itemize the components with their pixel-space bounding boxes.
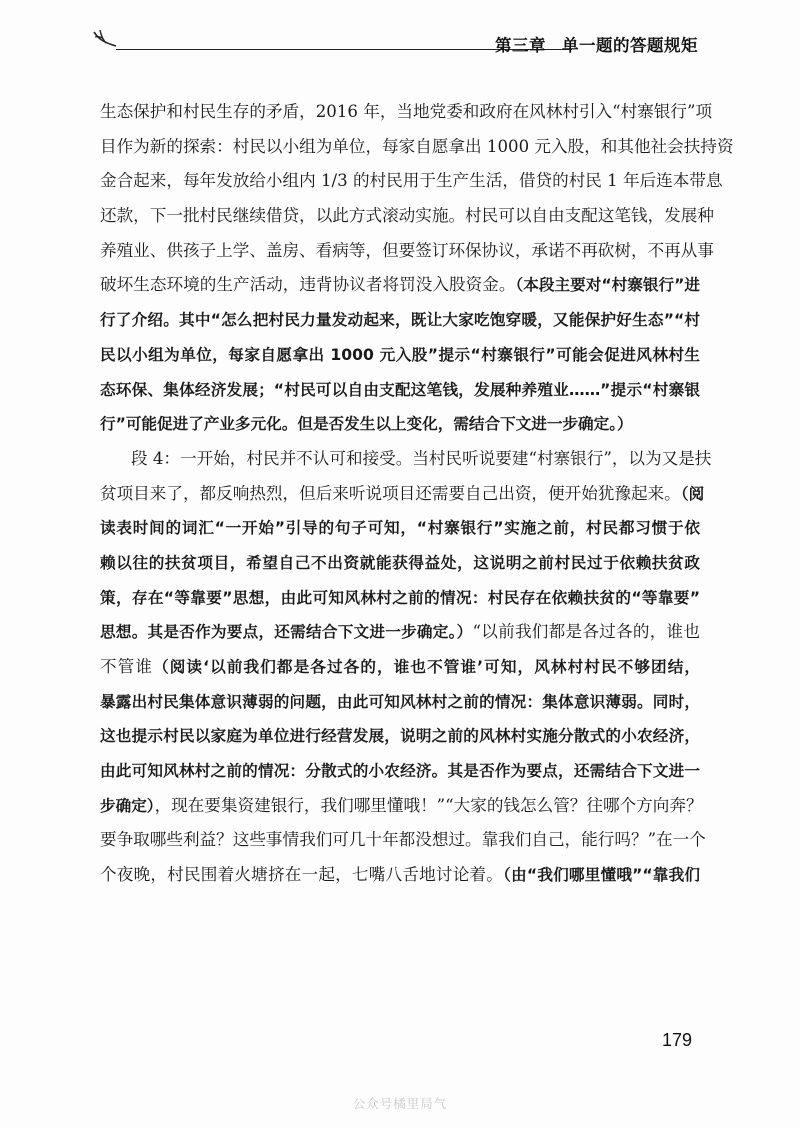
annotation-text: （阅: [680, 484, 705, 503]
text-line: [100, 858, 700, 893]
text-line: [100, 268, 700, 303]
text-line: [100, 303, 700, 338]
text-line: [100, 615, 700, 650]
text-line: [100, 581, 700, 616]
passage-text: 养殖业、供孩子上学、盖房、看病等，但要签订环保协议，承诺不再砍树，不再从事: [100, 240, 714, 260]
passage-text: 金合起来，每年发放给小组内 1/3 的村民用于生产生活，借贷的村民 1 年后连本带息: [100, 171, 723, 191]
text-line: [100, 407, 700, 442]
passage-text: 不管谁: [100, 657, 154, 676]
annotation-text: 行”可能促进了产业多元化。但是否发生以上变化，需结合下文进一步确定。）: [100, 415, 633, 434]
text-line: [100, 511, 700, 546]
chapter-title: 单一题的答题规矩: [562, 36, 698, 55]
passage-text: 目作为新的探索：村民以小组为单位，每家自愿拿出 1000 元入股，和其他社会扶持资: [100, 136, 734, 156]
text-line: [100, 234, 714, 269]
text-line: [100, 199, 714, 234]
passage-text: 要争取哪些利益？这些事情我们可几十年都没想过。靠我们自己，能行吗？”在一个: [100, 830, 706, 850]
annotation-text: 态环保、集体经济发展；“村民可以自由支配这笔钱，发展种养殖业……”提示“村寨银: [100, 380, 700, 399]
text-line: [100, 719, 700, 754]
text-line: [100, 685, 700, 720]
text-line: [100, 442, 712, 477]
annotation-text: 读表时间的词汇“一开始”引导的句子可知，“村寨银行”实施之前，村民都习惯于依: [100, 519, 700, 538]
annotation-text: 步确定）: [100, 796, 155, 815]
text-line: [100, 477, 705, 512]
text-line: [100, 373, 700, 408]
text-line: [100, 650, 700, 685]
body-text: [100, 95, 734, 893]
text-line: [100, 95, 713, 130]
text-line: [100, 130, 734, 165]
annotation-text: （本段主要对“村寨银行”进: [515, 276, 700, 295]
text-line: [100, 546, 700, 581]
passage-text: ，现在要集资建银行，我们哪里懂哦！”“大家的钱怎么管？往哪个方向奔？: [154, 795, 703, 815]
annotation-text: 行了介绍。其中“怎么把村民力量发动起来，既让大家吃饱穿暖，又能保护好生态”“村: [100, 311, 700, 330]
passage-text: 段 4：一开始，村民并不认可和接受。当村民听说要建“村寨银行”，以为又是扶: [131, 448, 712, 468]
chapter-heading: [495, 32, 698, 56]
annotation-text: 思想。其是否作为要点，还需结合下文进一步确定。）: [100, 623, 473, 642]
annotation-text: 民以小组为单位，每家自愿拿出 1000 元入股”提示“村寨银行”可能会促进风林村生: [100, 345, 700, 364]
annotation-text: 暴露出村民集体意识薄弱的问题，由此可知风林村之前的情况：集体意识薄弱。同时，: [100, 692, 700, 711]
text-line: [100, 164, 723, 199]
annotation-text: 由此可知风林村之前的情况：分散式的小农经济。其是否作为要点，还需结合下文进一: [100, 762, 700, 781]
page-number: 179: [661, 1030, 692, 1050]
passage-text: “以前我们都是各过各的，谁也: [472, 622, 700, 642]
running-header: [92, 20, 704, 60]
passage-text: 贫项目来了，都反响热烈，但后来听说项目还需要自己出资，便开始犹豫起来。: [100, 483, 681, 503]
annotation-text: 策，存在“等靠要”思想，由此可知风林村之前的情况：村民存在依赖扶贫的“等靠要”: [100, 588, 700, 607]
annotation-text: 这也提示村民以家庭为单位进行经营发展，说明之前的风林村实施分散式的小农经济，: [100, 727, 700, 746]
leaf-ornament-icon: [92, 28, 118, 50]
text-line: [100, 789, 703, 824]
passage-text: 个夜晚，村民围着火塘挤在一起，七嘴八舌地讨论着。: [100, 865, 504, 885]
watermark: 公众号橘里局气: [352, 1096, 448, 1111]
text-line: [100, 754, 700, 789]
passage-text: 生态保护和村民生存的矛盾，2016 年，当地党委和政府在风林村引入“村寨银行”项: [100, 102, 713, 121]
annotation-text: （阅读‘以前我们都是各过各的，谁也不管谁’可知，风林村村民不够团结，: [153, 658, 700, 676]
text-line: [100, 823, 706, 858]
passage-text: 破坏生态环境的生产活动，违背协议者将罚没入股资金。: [100, 275, 516, 295]
annotation-text: 赖以往的扶贫项目，希望自己不出资就能获得益处，这说明之前村民过于依赖扶贫政: [100, 553, 700, 572]
text-line: [100, 338, 700, 373]
chapter-number: 第三章: [495, 36, 546, 55]
annotation-text: （由“我们哪里懂哦”“靠我们: [503, 866, 700, 885]
passage-text: 还款，下一批村民继续借贷，以此方式滚动实施。村民可以自由支配这笔钱，发展种: [100, 206, 714, 226]
